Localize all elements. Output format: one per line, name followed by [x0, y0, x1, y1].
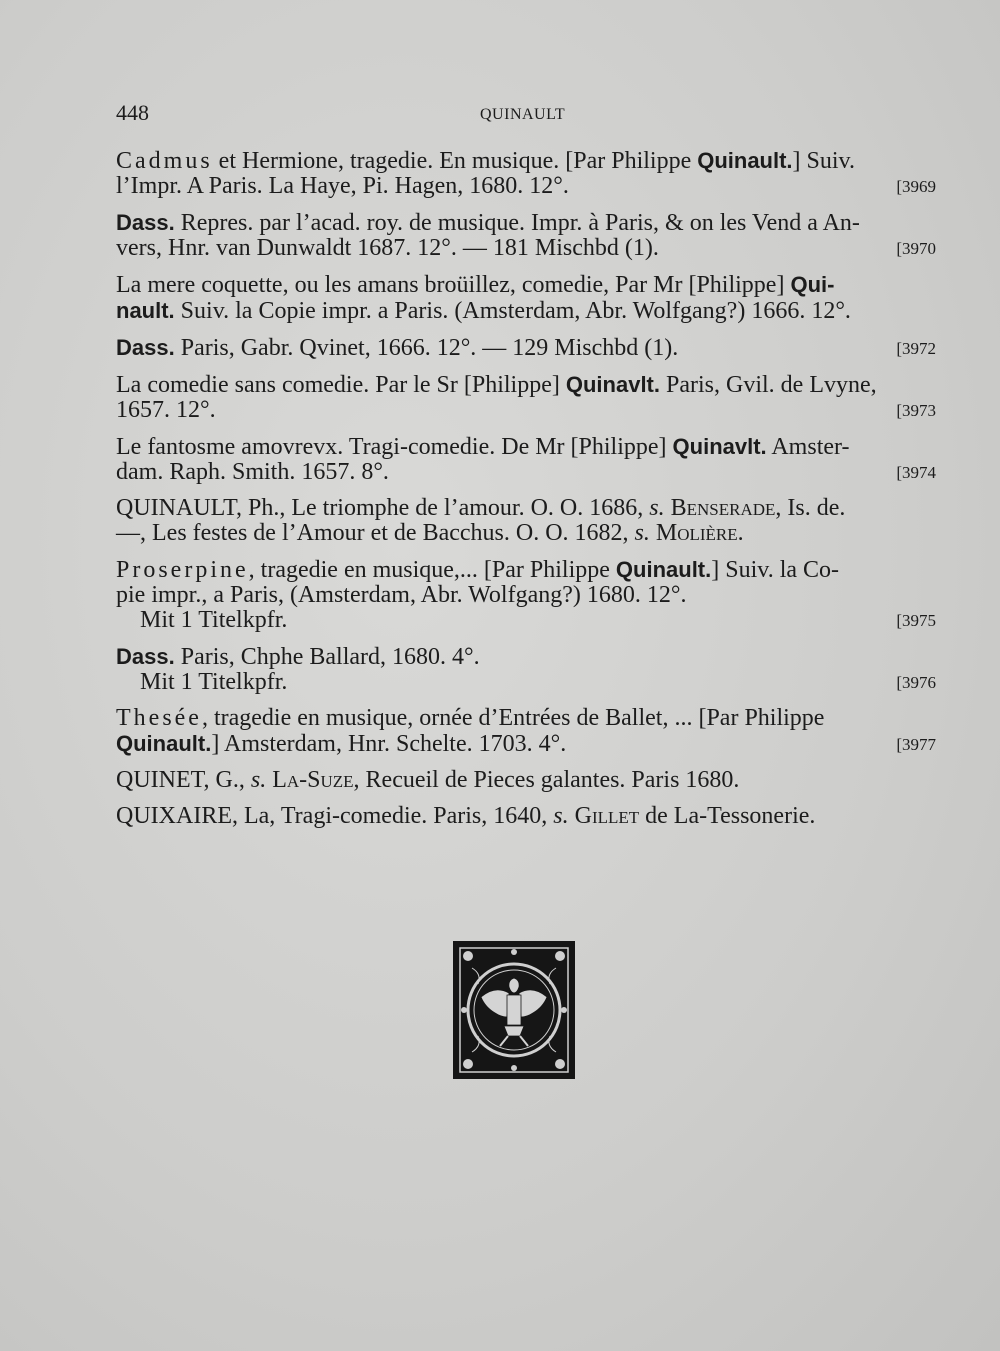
bibliography-entry: [116, 372, 936, 423]
entry-text: , Is. de.: [775, 495, 846, 521]
entry-text: s.: [649, 495, 665, 521]
entry-text: Quinavlt.: [672, 434, 767, 459]
entry-line: [116, 148, 866, 174]
entry-text: La comedie sans comedie. Par le Sr [Philippe]: [116, 372, 566, 398]
bibliography-entry: [116, 768, 936, 793]
catalog-number: [3969: [896, 177, 936, 196]
entry-text: Proserpine: [116, 557, 249, 583]
catalog-number: [3972: [896, 339, 936, 358]
entry-text: La mere coquette, ou les amans broüillez, comedie, Par Mr [Philippe]: [116, 272, 791, 298]
entry-text: Amster-: [766, 434, 850, 460]
entry-text: s.: [553, 803, 569, 829]
entry-text: .: [737, 520, 744, 546]
entry-text: Benserade: [670, 495, 776, 521]
bibliography-entry: [116, 644, 936, 695]
entry-line: [116, 768, 866, 793]
entry-text: Repres. par l’acad. roy. de musique. Impr. à Paris, & on les Vend a An-: [174, 210, 860, 236]
entry-text: Dass.: [116, 335, 175, 360]
entry-text: Mit 1 Titelkpfr.: [140, 607, 288, 633]
entry-text: QUINAULT, Ph., Le triomphe de l’amour. O. O. 1686,: [116, 495, 650, 521]
entry-text: de La-Tessonerie.: [639, 803, 816, 829]
eagle-ornament-icon: [452, 940, 576, 1080]
entry-text: —, Les festes de l’Amour et de Bacchus. O. O. 1682,: [116, 520, 635, 546]
entry-text: Mit 1 Titelkpfr.: [140, 669, 288, 695]
entry-line: [116, 521, 866, 546]
entry-text: ] Amsterdam, Hnr. Schelte. 1703. 4°.: [211, 731, 567, 757]
entry-text: Thesée: [116, 705, 202, 731]
bibliography-entry: [116, 557, 936, 633]
entry-line: [116, 272, 866, 298]
bibliography-entry: [116, 210, 936, 261]
bibliography-entry: [116, 706, 936, 757]
entry-line: [116, 335, 866, 361]
entry-line: [116, 174, 866, 199]
catalog-number: [3974: [896, 463, 936, 482]
entry-line: [116, 496, 866, 521]
entry-line: [116, 670, 866, 695]
entry-text: , tragedie en musique, ornée d’Entrées de Ballet, ... [Par Philippe: [201, 705, 825, 731]
bibliography-entries: [116, 148, 936, 840]
entry-text: La-Suze: [272, 767, 354, 793]
bibliography-entry: [116, 335, 936, 361]
entry-text: QUIXAIRE, La, Tragi-comedie. Paris, 1640,: [116, 803, 554, 829]
entry-text: QUINET, G.,: [116, 767, 251, 793]
entry-text: Molière: [655, 520, 738, 546]
entry-line: [116, 583, 866, 608]
bibliography-entry: [116, 434, 936, 485]
catalog-number: [3970: [896, 239, 936, 258]
entry-text: s.: [634, 520, 650, 546]
entry-line: [116, 731, 866, 757]
entry-text: Suiv. la Copie impr. a Paris. (Amsterdam, Abr. Wolfgang?) 1666. 12°.: [174, 298, 851, 324]
bibliography-entry: [116, 148, 936, 199]
entry-line: [116, 706, 866, 731]
entry-line: [116, 210, 866, 236]
entry-text: Paris, Chphe Ballard, 1680. 4°.: [174, 644, 480, 670]
entry-text: Quinault.: [615, 557, 712, 582]
entry-text: l’Impr. A Paris. La Haye, Pi. Hagen, 1680. 12°.: [116, 173, 569, 199]
page-header: [116, 100, 936, 130]
entry-text: Quinault.: [697, 148, 793, 173]
entry-text: vers, Hnr. van Dunwaldt 1687. 12°. — 181 Mischbd (1).: [116, 235, 659, 261]
entry-text: pie impr., a Paris, (Amsterdam, Abr. Wolfgang?) 1680. 12°.: [116, 582, 687, 608]
catalog-number: [3977: [896, 735, 936, 754]
running-head: QUINAULT: [480, 106, 566, 123]
entry-line: [116, 398, 866, 423]
entry-line: [116, 557, 866, 583]
page-number: 448: [116, 100, 149, 125]
entry-text: Paris, Gvil. de Lvyne,: [660, 372, 877, 398]
bibliography-entry: [116, 804, 936, 829]
bibliography-entry: [116, 496, 936, 546]
catalog-number: [3973: [896, 401, 936, 420]
entry-line: [116, 372, 877, 398]
entry-text: 1657. 12°.: [116, 397, 216, 423]
entry-line: [116, 434, 866, 460]
catalog-number: [3975: [896, 611, 936, 630]
catalog-number: [3976: [896, 673, 936, 692]
entry-line: [116, 236, 866, 261]
entry-text: s.: [250, 767, 267, 793]
entry-text: Le fantosme amovrevx. Tragi-comedie. De Mr [Philippe]: [116, 434, 673, 460]
entry-line: [116, 644, 866, 670]
entry-text: Quinault.: [116, 731, 212, 756]
entry-text: ] Suiv.: [792, 148, 855, 174]
entry-text: , tragedie en musique,... [Par Philippe: [248, 557, 616, 583]
entry-text: Dass.: [116, 644, 175, 669]
entry-line: [116, 460, 866, 485]
entry-text: Dass.: [116, 210, 175, 235]
entry-text: ] Suiv. la Co-: [711, 557, 840, 583]
entry-text: nault.: [116, 298, 175, 323]
entry-line: [116, 608, 866, 633]
entry-text: dam. Raph. Smith. 1657. 8°.: [116, 459, 389, 485]
entry-line: [116, 298, 866, 324]
entry-text: Qui-: [790, 272, 835, 297]
entry-text: Paris, Gabr. Qvinet, 1666. 12°. — 129 Mischbd (1).: [174, 335, 679, 361]
entry-text: Gillet: [574, 803, 640, 829]
entry-text: , Recueil de Pieces galantes. Paris 1680.: [353, 767, 740, 793]
bibliography-entry: [116, 272, 936, 324]
entry-text: Quinavlt.: [565, 372, 660, 397]
entry-line: [116, 804, 866, 829]
entry-text: et Hermione, tragedie. En musique. [Par Philippe: [212, 148, 698, 174]
entry-text: Cadmus: [116, 148, 213, 174]
